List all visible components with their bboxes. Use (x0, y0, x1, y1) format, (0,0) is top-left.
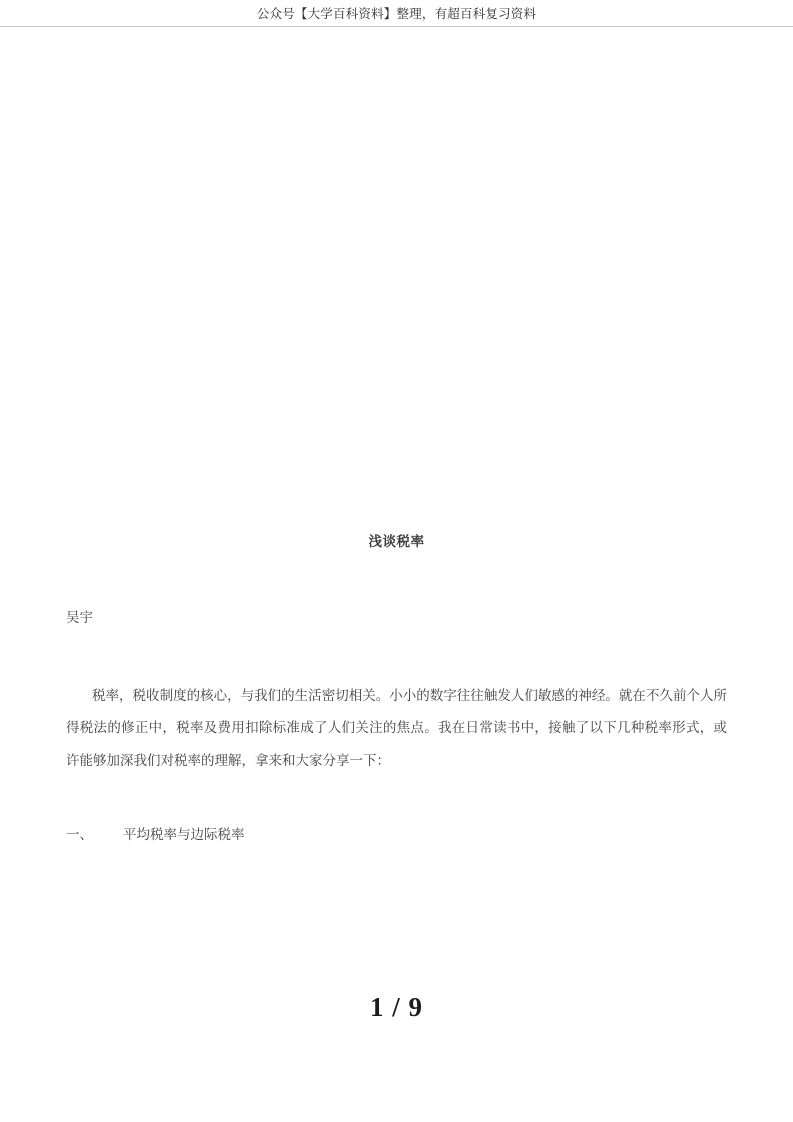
document-content (66, 530, 727, 843)
body-paragraph (66, 680, 727, 777)
section-number: 一、 (66, 827, 93, 843)
section-title: 平均税率与边际税率 (123, 827, 245, 843)
header-watermark-text: 公众号【大学百科资料】整理，有超百科复习资料 (256, 7, 537, 21)
document-title: 浅谈税率 (368, 534, 425, 549)
page-indicator: 1 / 9 (369, 992, 423, 1022)
body-paragraph-text: 税率，税收制度的核心，与我们的生活密切相关。小小的数字往往触发人们敏感的神经。就在不久前个人所得税法的修正中，税率及费用扣除标准成了人们关注的焦点。我在日常读书中，接触了以下几种税率形式，或许能够加深我们对税率的理解，拿来和大家分享一下： (66, 688, 727, 768)
section-heading-1 (66, 823, 727, 843)
document-author: 吴宇 (66, 610, 93, 625)
page-header (0, 0, 793, 27)
